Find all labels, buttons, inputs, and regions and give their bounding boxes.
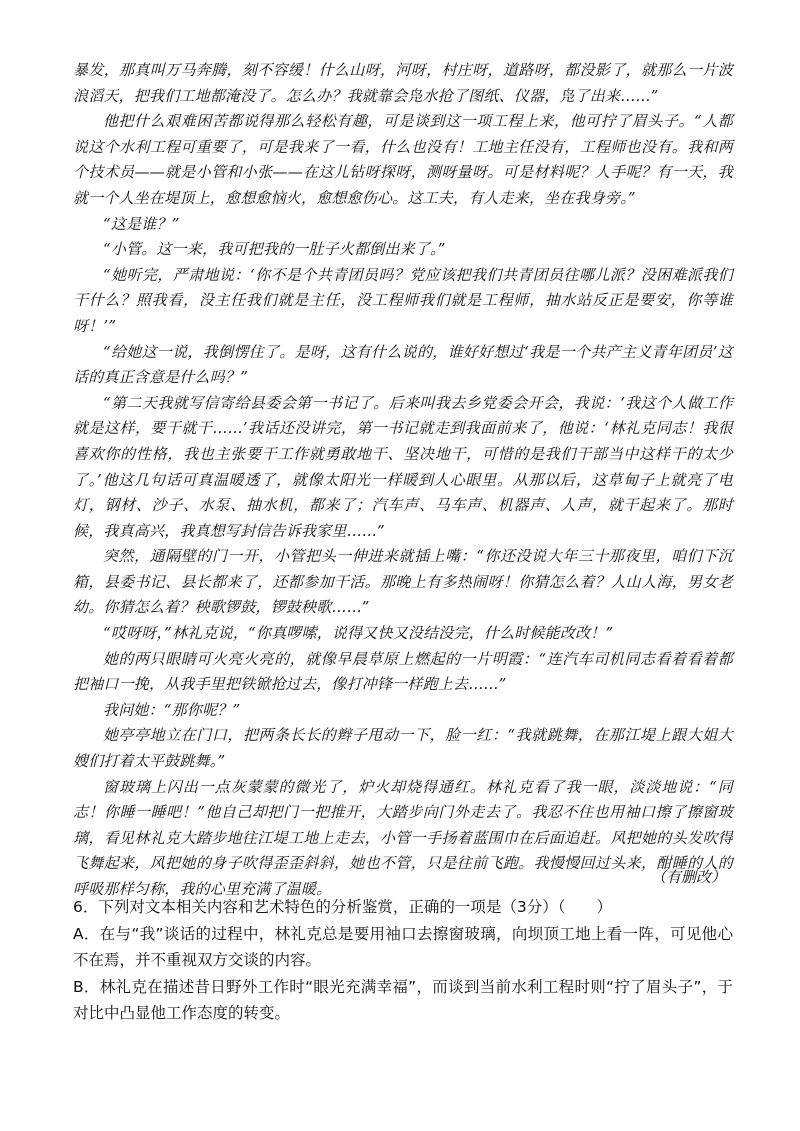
story-paragraph: 她的两只眼睛可火亮火亮的，就像早晨草原上燃起的一片明霞：“连汽车司机同志看着看着都把袖口一挽，从我手里把铁锨抢过去，像打冲锋一样跑上去……” (73, 649, 733, 694)
story-paragraph: 我问她：“那你呢？” (103, 700, 241, 719)
source-note: （有删改） (650, 868, 726, 886)
story-paragraph: “第二天我就写信寄给县委会第一书记了。后来叫我去乡党委会开会，我说：‘我这个人做工作就是这样，要干就干……’我话还没讲完，第一书记就走到我面前来了，他说：‘林礼克同志！我很喜欢你的性格，我也主张要干工作就勇敢地干、坚决地干，可惜的是我们干部当中这样干的太少了。’他这几句话可真温暖透了，就像太阳光一样暖到人心眼里。从那以后，这草甸子上就亮了电灯，钢材、沙子、水泵、抽水机，都来了；汽车声、马车声、机器声、人声，就干起来了。那时候，我真高兴，我真想写封信告诉我家里……” (73, 393, 733, 540)
option-b: B．林礼克在描述昔日野外工作时“眼光充满幸福”，而谈到当前水利工程时则“拧了眉头子”，于对比中凸显他工作态度的转变。 (73, 977, 733, 1022)
story-paragraph: “小管。这一来，我可把我的一肚子火都倒出来了。” (103, 240, 446, 259)
story-paragraph: “给她这一说，我倒愣住了。是呀，这有什么说的，谁好好想过‘我是一个共产主义青年团员’这话的真正含意是什么吗？” (73, 342, 733, 387)
story-paragraph: 暴发，那真叫万马奔腾，刻不容缓！什么山呀，河呀，村庄呀，道路呀，都没影了，就那么一片波浪滔天，把我们工地都淹没了。怎么办？我就靠会凫水抢了图纸、仪器，凫了出来……” (73, 61, 733, 105)
story-paragraph: 他把什么艰难困苦都说得那么轻松有趣，可是谈到这一项工程上来，他可拧了眉头子。“人都说这个水利工程可重要了，可是我来了一看，什么也没有！工地主任没有，工程师也没有。我和两个技术员——就是小管和小张——在这儿钻呀探呀，测呀量呀。可是材料呢？人手呢？有一天，我就一个人坐在堤顶上，愈想愈恼火，愈想愈伤心。这工夫，有人走来，坐在我身旁。” (73, 112, 733, 207)
question-6 (73, 894, 733, 1027)
story-paragraph: 她亭亭地立在门口，把两条长长的辫子甩动一下，脸一红：“我就跳舞，在那江堤上跟大姐大嫂们打着太平鼓跳舞。” (73, 726, 733, 771)
story-paragraph: 窗玻璃上闪出一点灰蒙蒙的微光了，炉火却烧得通红。林礼克看了我一眼，淡淡地说：“同志！你睡一睡吧！”他自己却把门一把推开，大踏步向门外走去了。我忍不住也用袖口擦了擦窗玻璃，看见林礼克大踏步地往江堤工地上走去，小管一手扬着蓝围巾在后面追赶。风把她的头发吹得飞舞起来，风把她的身子吹得歪歪斜斜，她也不管，只是往前飞跑。我慢慢回过头来，酣睡的人的呼吸那样匀称，我的心里充满了温暖。 (73, 777, 733, 898)
story-passage (73, 58, 733, 903)
story-paragraph: “这是谁？” (103, 214, 180, 233)
question-stem: 6．下列对文本相关内容和艺术特色的分析鉴赏，正确的一项是（3分）（ ） (73, 898, 612, 916)
option-a: A．在与“我”谈话的过程中，林礼克总是要用袖口去擦窗玻璃，向坝顶工地上看一阵，可见他心不在焉，并不重视双方交谈的内容。 (73, 924, 733, 969)
story-paragraph: 突然，通隔壁的门一开，小管把头一伸进来就插上嘴：“你还没说大年三十那夜里，咱们下沉箱，县委书记、县长都来了，还都参加干活。那晚上有多热闹呀！你猜怎么着？人山人海，男女老幼。你猜怎么着？秧歌锣鼓，锣鼓秧歌……” (73, 547, 733, 617)
story-paragraph: “哎呀呀，”林礼克说，“你真啰嗦，说得又快又没结没完，什么时候能改改！” (103, 624, 614, 643)
story-paragraph: “她听完，严肃地说：‘你不是个共青团员吗？党应该把我们共青团员往哪儿派？没困难派我们干什么？照我看，没主任我们就是主任，没工程师我们就是工程师，抽水站反正是要安，你等谁呀！’” (73, 265, 733, 335)
